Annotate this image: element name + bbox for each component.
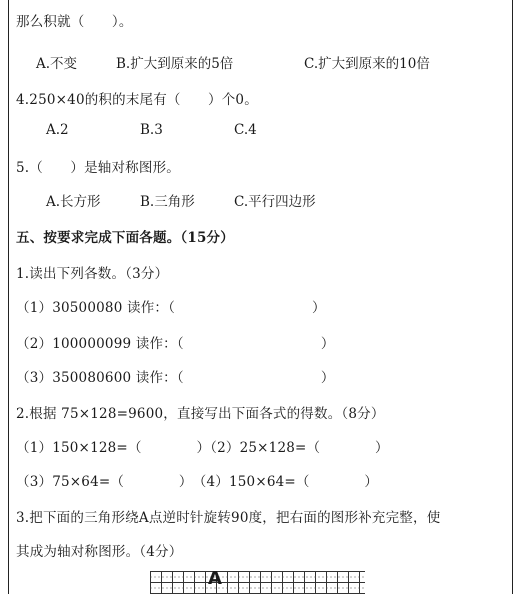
section-heading: 五、按要求完成下面各题。（15分）	[16, 230, 234, 246]
q3-option-b: B.扩大到原来的5倍	[116, 56, 234, 72]
q4-option-c: C.4	[234, 122, 257, 138]
q4-option-a: A.2	[46, 122, 69, 138]
q5-stem: 5.（ ）是轴对称图形。	[16, 160, 180, 176]
q4-option-b: B.3	[140, 122, 163, 138]
q3-option-c: C.扩大到原来的10倍	[304, 56, 430, 72]
q5-option-c: C.平行四边形	[234, 194, 316, 210]
problem-1-item-3: （3）350080600 读作：（ ）	[16, 370, 335, 386]
problem-1-item-2: （2）100000099 读作：（ ）	[16, 336, 335, 352]
problem-3-line-1: 3.把下面的三角形绕A点逆时针旋转90度，把右面的图形补充完整，使	[16, 510, 441, 526]
problem-2-row-1: （1）150×128=（ ）（2）25×128=（ ）	[16, 440, 389, 456]
grid-figure	[150, 571, 365, 594]
q3-tail: 那么积就（ ）。	[16, 14, 133, 30]
problem-1-title: 1.读出下列各数。（3分）	[16, 266, 169, 282]
grid-svg	[150, 571, 365, 594]
problem-2-title: 2.根据 75×128=9600，直接写出下面各式的得数。（8分）	[16, 406, 385, 422]
problem-1-item-1: （1）30500080 读作：（ ）	[16, 300, 326, 316]
problem-2-row-2: （3）75×64=（ ） （4）150×64=（ ）	[16, 474, 379, 490]
q3-option-a: A.不变	[36, 56, 78, 72]
point-a-label: A	[208, 568, 222, 589]
q5-option-a: A.长方形	[46, 194, 101, 210]
q4-stem: 4.250×40的积的末尾有（ ）个0。	[16, 92, 258, 108]
q5-option-b: B.三角形	[140, 194, 195, 210]
problem-3-line-2: 其成为轴对称图形。（4分）	[16, 544, 183, 560]
